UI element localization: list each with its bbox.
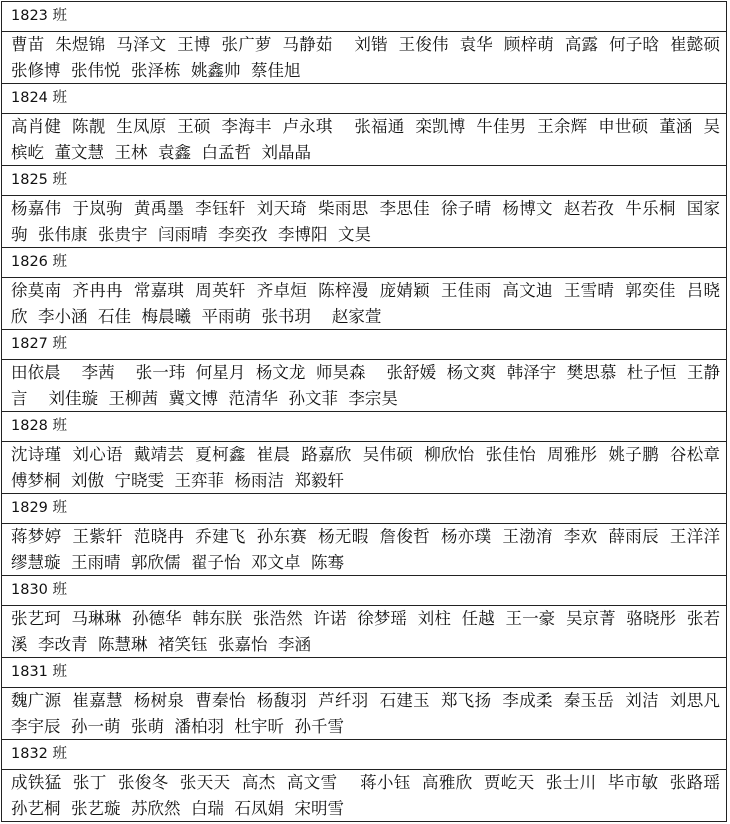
class-name: 1829 班	[2, 494, 727, 524]
class-name: 1828 班	[2, 412, 727, 442]
student-names-row	[2, 442, 727, 494]
student-names: 成铁猛 张丁 张俊冬 张天天 高杰 高文雪 蒋小钰 高雅欣 贾屹天 张士川 毕市敏 张路瑶 孙艺桐 张艺璇 苏欣然 白瑞 石凤娟 宋明雪	[2, 770, 727, 822]
class-header-row	[2, 658, 727, 688]
class-header-row	[2, 740, 727, 770]
student-names: 魏广源 崔嘉慧 杨树泉 曹秦怡 杨馥羽 芦纤羽 石建玉 郑飞扬 李成柔 秦玉岳 刘洁 刘思凡 李宇辰 孙一萌 张萌 潘柏羽 杜宇昕 孙千雪	[2, 688, 727, 740]
student-names-row	[2, 32, 727, 84]
student-names: 张艺珂 马琳琳 孙德华 韩东朕 张浩然 许诺 徐梦瑶 刘柱 任越 王一豪 吴京菁 骆晓彤 张若溪 李改青 陈慧琳 褚笑钰 张嘉怡 李涵	[2, 606, 727, 658]
class-name: 1826 班	[2, 248, 727, 278]
student-names: 蒋梦婷 王紫轩 范晓冉 乔建飞 孙东赛 杨无暇 詹俊哲 杨亦璞 王渤淯 李欢 薛雨辰 王洋洋 缪慧璇 王雨晴 郭欣儒 翟子怡 邓文卓 陈骞	[2, 524, 727, 576]
class-name: 1830 班	[2, 576, 727, 606]
class-header-row	[2, 166, 727, 196]
student-names-row	[2, 196, 727, 248]
student-names: 田依晨 李茜 张一玮 何星月 杨文龙 师昊森 张舒媛 杨文爽 韩泽宇 樊思慕 杜子恒 王静言 刘佳璇 王柳茜 冀文博 范清华 孙文菲 李宗昊	[2, 360, 727, 412]
student-names-row	[2, 770, 727, 822]
student-names: 沈诗瑾 刘心语 戴靖芸 夏柯鑫 崔晨 路嘉欣 吴伟硕 柳欣怡 张佳怡 周雅彤 姚子鹏 谷松章 傅梦桐 刘傲 宁晓雯 王弈菲 杨雨洁 郑毅轩	[2, 442, 727, 494]
class-name: 1825 班	[2, 166, 727, 196]
student-names-row	[2, 688, 727, 740]
class-name: 1831 班	[2, 658, 727, 688]
student-names-row	[2, 114, 727, 166]
class-roster-table	[1, 1, 730, 822]
class-header-row	[2, 248, 727, 278]
student-names: 曹苗 朱煜锦 马泽文 王博 张广萝 马静茹 刘锴 王俊伟 袁华 顾梓萌 高露 何子晗 崔懿硕 张修博 张伟悦 张泽栋 姚鑫帅 蔡佳旭	[2, 32, 727, 84]
student-names: 高肖健 陈靓 生凤原 王硕 李海丰 卢永琪 张福通 栾凯博 牛佳男 王余辉 申世硕 董涵 吴槟屹 董文慧 王林 袁鑫 白孟哲 刘晶晶	[2, 114, 727, 166]
class-name: 1827 班	[2, 330, 727, 360]
student-names-row	[2, 606, 727, 658]
class-header-row	[2, 494, 727, 524]
class-header-row	[2, 84, 727, 114]
class-header-row	[2, 330, 727, 360]
class-header-row	[2, 576, 727, 606]
class-header-row	[2, 2, 727, 32]
class-name: 1832 班	[2, 740, 727, 770]
student-names: 徐莫南 齐冉冉 常嘉琪 周英轩 齐卓烜 陈梓漫 庞婧颖 王佳雨 高文迪 王雪晴 郭奕佳 吕晓欣 李小涵 石佳 梅晨曦 平雨萌 张书玥 赵家萱	[2, 278, 727, 330]
class-header-row	[2, 412, 727, 442]
student-names-row	[2, 360, 727, 412]
class-name: 1824 班	[2, 84, 727, 114]
student-names-row	[2, 524, 727, 576]
class-name: 1823 班	[2, 2, 727, 32]
student-names-row	[2, 278, 727, 330]
student-names: 杨嘉伟 于岚驹 黄禹墨 李钰轩 刘天琦 柴雨思 李思佳 徐子晴 杨博文 赵若孜 牛乐桐 国家驹 张伟康 张贵宇 闫雨晴 李奕孜 李博阳 文昊	[2, 196, 727, 248]
